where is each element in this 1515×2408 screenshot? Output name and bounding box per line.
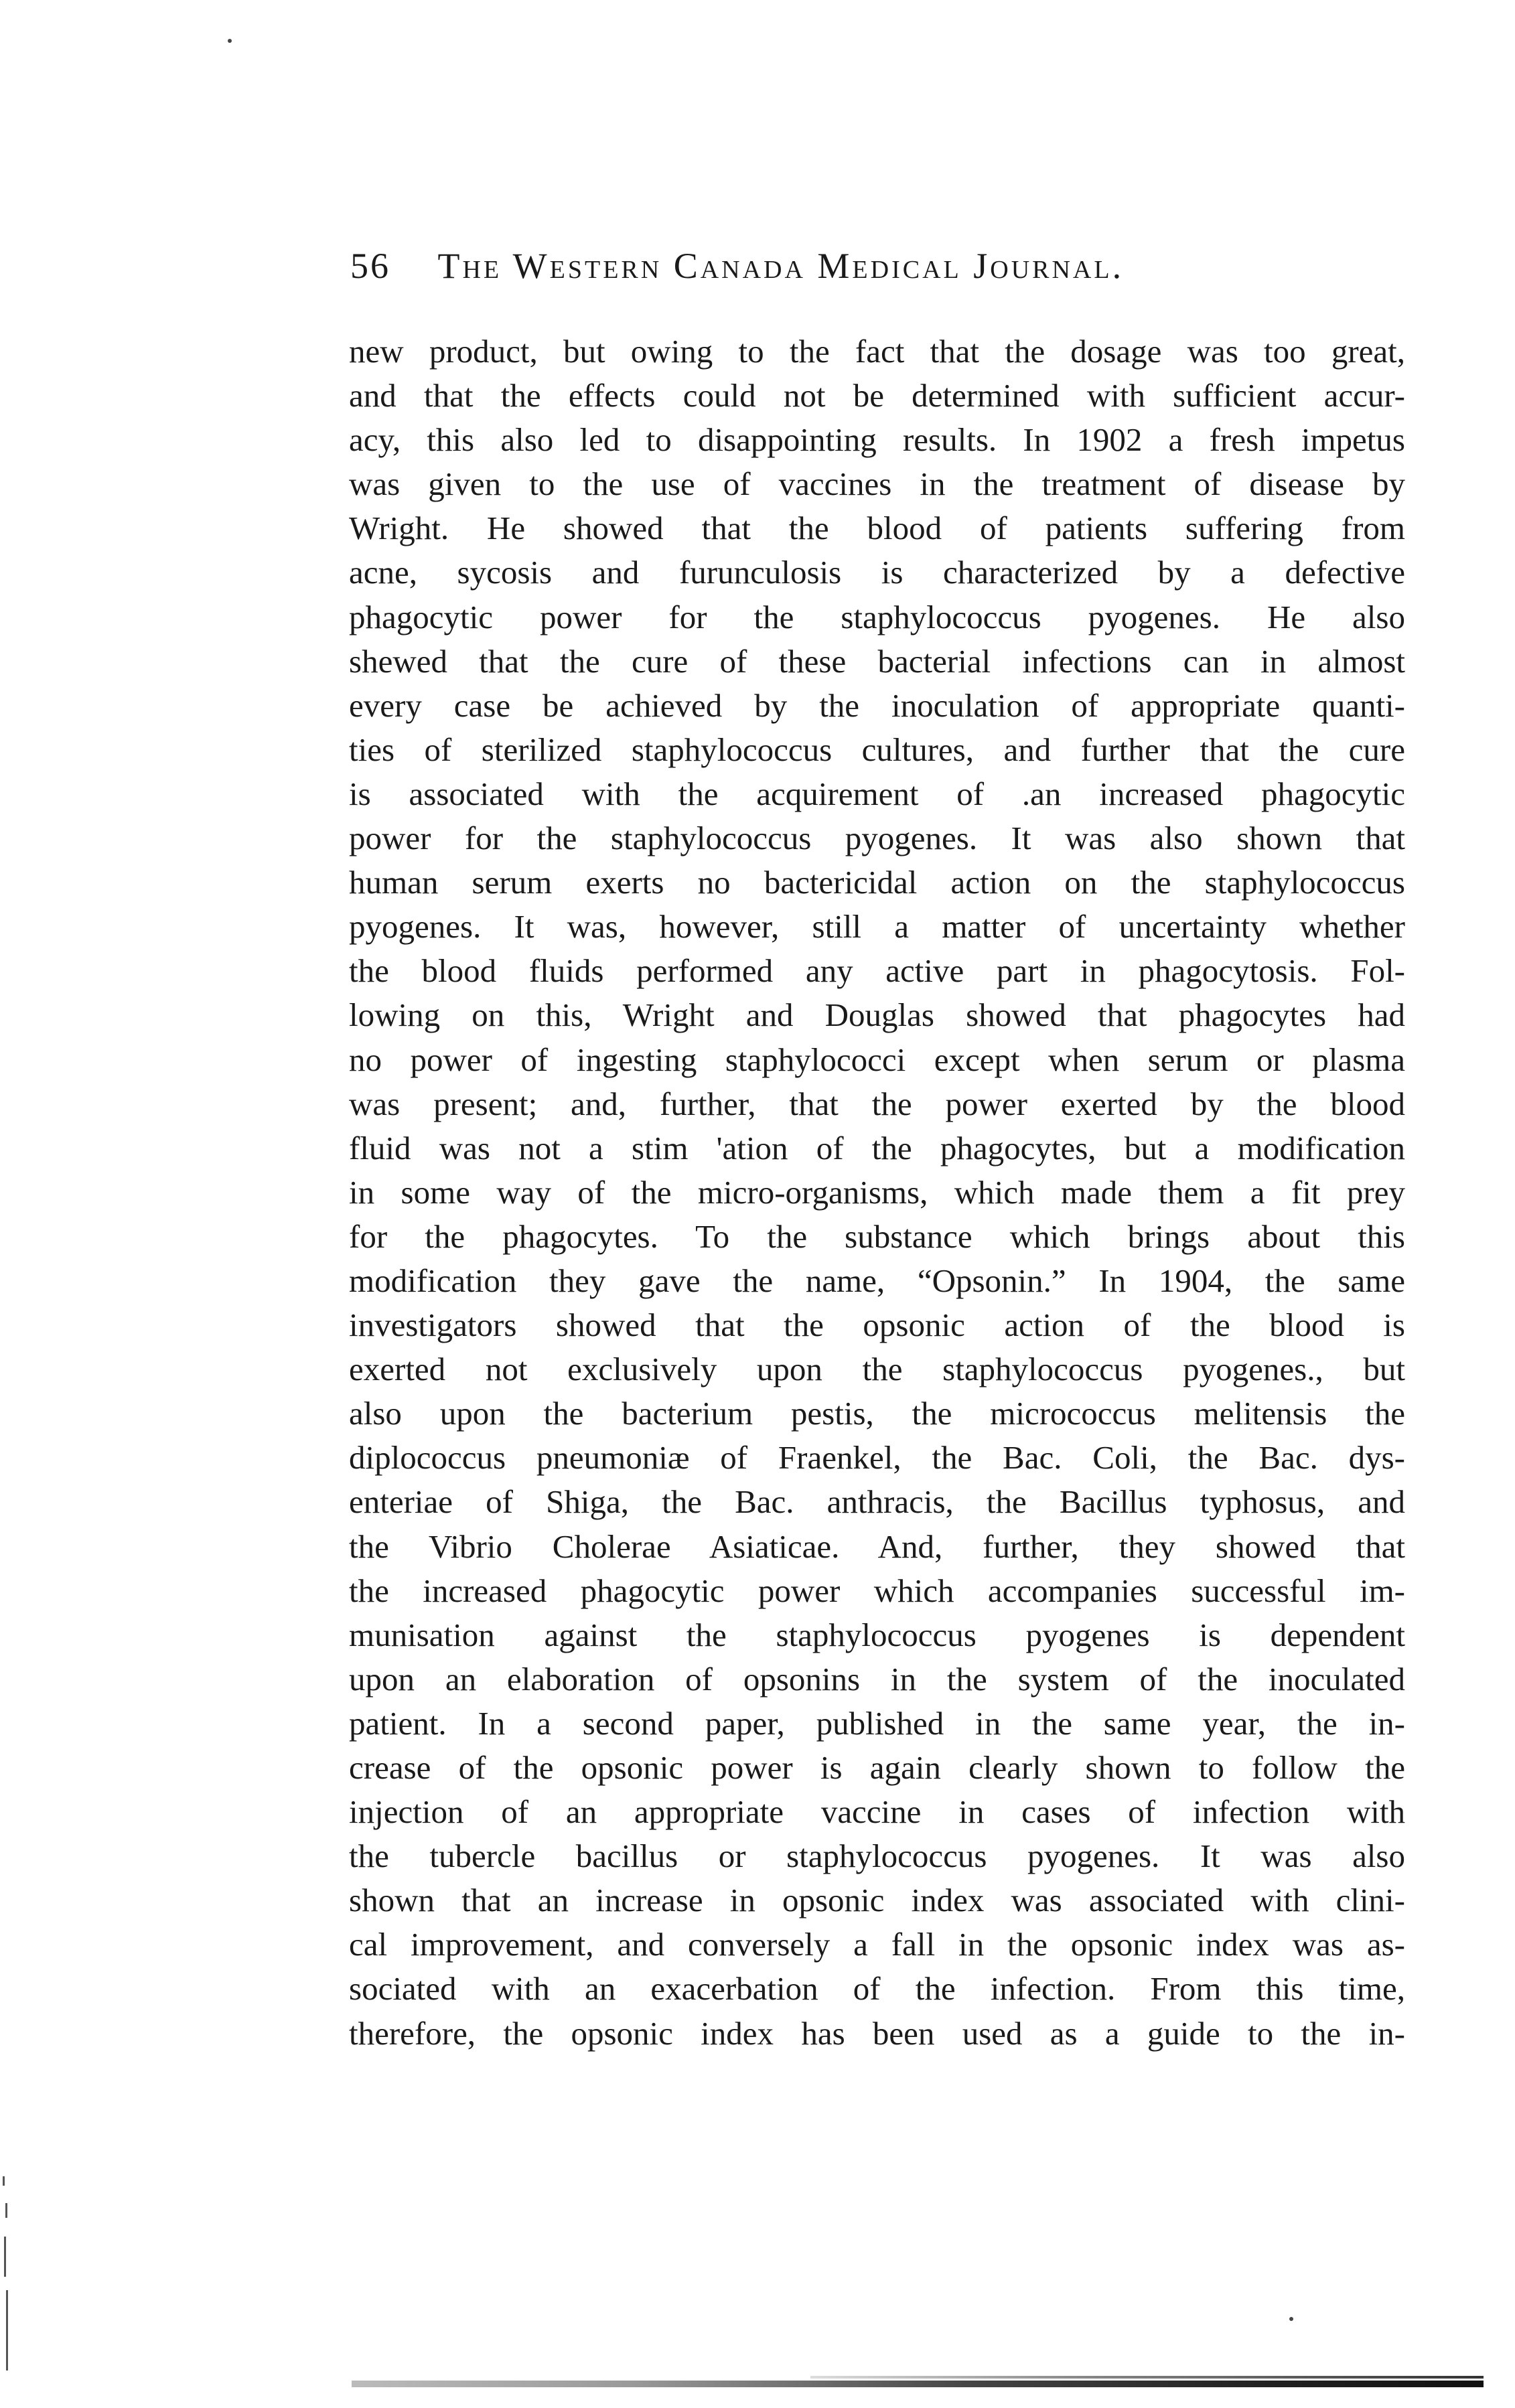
text-line: shown that an increase in opsonic index was associated with clini- (349, 1882, 1405, 1919)
text-line: in some way of the micro-organisms, which made them a fit prey (349, 1173, 1405, 1211)
text-line: pyogenes. It was, however, still a matter of uncertainty whether (349, 908, 1405, 946)
bottom-rule (352, 2381, 1484, 2387)
text-line: was present; and, further, that the power exerted by the blood (349, 1085, 1405, 1122)
text-line: crease of the opsonic power is again clearly shown to follow the (349, 1749, 1405, 1786)
page-number: 56 (350, 246, 390, 286)
text-line: ties of sterilized staphylococcus cultures, and further that the cure (349, 731, 1405, 768)
text-line: phagocytic power for the staphylococcus pyogenes. He also (349, 598, 1405, 635)
text-line: the increased phagocytic power which accompanies successful im- (349, 1572, 1405, 1609)
text-line: investigators showed that the opsonic action of the blood is (349, 1306, 1405, 1344)
bottom-rule-thin (810, 2376, 1484, 2379)
text-line: acy, this also led to disappointing results. In 1902 a fresh impetus (349, 421, 1405, 459)
text-line: is associated with the acquirement of .an increased phagocytic (349, 775, 1405, 812)
text-line: power for the staphylococcus pyogenes. It was also shown that (349, 820, 1405, 857)
text-line: also upon the bacterium pestis, the micrococcus melitensis the (349, 1395, 1405, 1432)
text-line: upon an elaboration of opsonins in the system of the inoculated (349, 1660, 1405, 1698)
text-line: shewed that the cure of these bacterial infections can in almost (349, 642, 1405, 680)
text-line: munisation against the staphylococcus pyogenes is dependent (349, 1616, 1405, 1653)
scan-edge-mark (3, 2176, 5, 2186)
text-line: Wright. He showed that the blood of patients suffering from (349, 510, 1405, 547)
text-line: for the phagocytes. To the substance which brings about this (349, 1217, 1405, 1255)
text-line: patient. In a second paper, published in the same year, the in- (349, 1704, 1405, 1742)
text-line: injection of an appropriate vaccine in cases of infection with (349, 1793, 1405, 1831)
running-header (350, 248, 1489, 284)
text-line: no power of ingesting staphylococci except when serum or plasma (349, 1041, 1405, 1078)
text-line: enteriae of Shiga, the Bac. anthracis, the Bacillus typhosus, and (349, 1483, 1405, 1521)
text-line: was given to the use of vaccines in the treatment of disease by (349, 465, 1405, 503)
text-line: cal improvement, and conversely a fall in the opsonic index was as- (349, 1926, 1405, 1963)
text-line: exerted not exclusively upon the staphylococcus pyogenes., but (349, 1351, 1405, 1388)
text-line: new product, but owing to the fact that the dosage was too great, (349, 333, 1405, 370)
body-paragraph (349, 329, 1405, 2056)
text-line: sociated with an exacerbation of the infection. From this time, (349, 1970, 1405, 2008)
text-line: diplococcus pneumoniæ of Fraenkel, the Bac. Coli, the Bac. dys- (349, 1439, 1405, 1477)
text-line: every case be achieved by the inoculation of appropriate quanti- (349, 686, 1405, 724)
journal-title: The Western Canada Medical Journal. (437, 246, 1125, 286)
text-line: the tubercle bacillus or staphylococcus pyogenes. It was also (349, 1837, 1405, 1875)
scan-speck (1289, 2317, 1293, 2321)
text-line: lowing on this, Wright and Douglas showed that phagocytes had (349, 996, 1405, 1034)
scan-speck (228, 39, 232, 43)
text-line: fluid was not a stim 'ation of the phagocytes, but a modification (349, 1129, 1405, 1167)
text-line: the blood fluids performed any active part in phagocytosis. Fol- (349, 952, 1405, 990)
scan-edge-mark (5, 2203, 7, 2218)
text-line: and that the effects could not be determined with sufficient accur- (349, 377, 1405, 415)
scan-edge-mark (4, 2237, 6, 2277)
text-line: modification they gave the name, “Opsonin.” In 1904, the same (349, 1262, 1405, 1299)
text-line: therefore, the opsonic index has been used as a guide to the in- (349, 2014, 1405, 2052)
scan-edge-marks (0, 2176, 20, 2377)
scan-edge-mark (6, 2290, 8, 2371)
text-line: the Vibrio Cholerae Asiaticae. And, further, they showed that (349, 1527, 1405, 1565)
text-line: human serum exerts no bactericidal action on the staphylococcus (349, 864, 1405, 901)
text-line: acne, sycosis and furunculosis is characterized by a defective (349, 554, 1405, 591)
